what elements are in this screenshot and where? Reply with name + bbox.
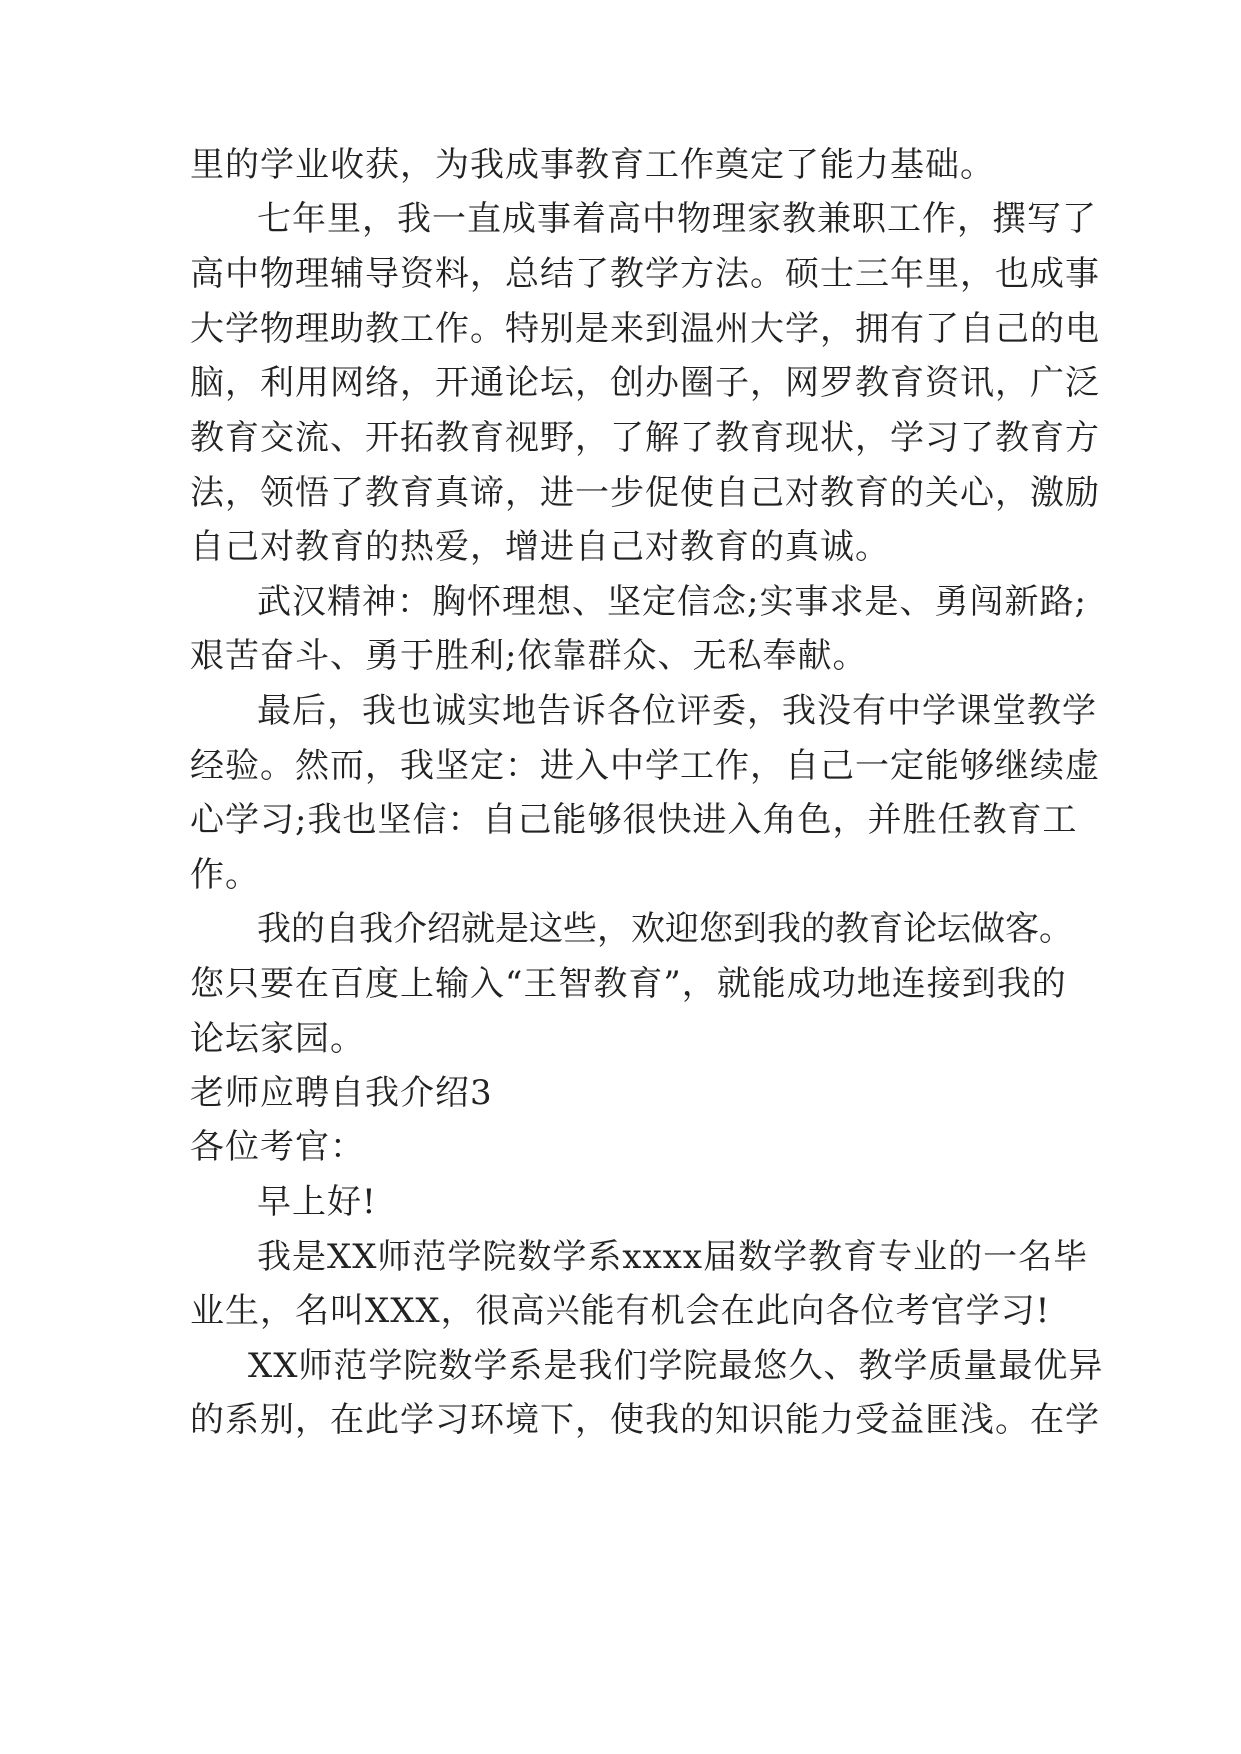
paragraph-line: 脑，利用网络，开通论坛，创办圈子，网罗教育资讯，广泛 bbox=[190, 363, 1100, 403]
paragraph-line: 您只要在百度上输入“王智教育”，就能成功地连接到我的 bbox=[190, 964, 1067, 1004]
paragraph-line: 教育交流、开拓教育视野，了解了教育现状，学习了教育方 bbox=[190, 418, 1100, 458]
paragraph-line: 最后，我也诚实地告诉各位评委，我没有中学课堂教学 bbox=[257, 691, 1097, 731]
paragraph-line: 大学物理助教工作。特别是来到温州大学，拥有了自己的电 bbox=[190, 309, 1100, 349]
paragraph-line: 业生，名叫XXX，很高兴能有机会在此向各位考官学习! bbox=[190, 1291, 1051, 1331]
paragraph-line: 论坛家园。 bbox=[190, 1019, 365, 1059]
paragraph-line: 我的自我介绍就是这些，欢迎您到我的教育论坛做客。 bbox=[257, 909, 1073, 949]
paragraph-line: 里的学业收获，为我成事教育工作奠定了能力基础。 bbox=[190, 145, 995, 185]
paragraph-line: 法，领悟了教育真谛，进一步促使自己对教育的关心，激励 bbox=[190, 473, 1100, 513]
greeting: 早上好! bbox=[257, 1182, 377, 1222]
paragraph-line: 作。 bbox=[190, 855, 260, 895]
paragraph-line: 武汉精神：胸怀理想、坚定信念;实事求是、勇闯新路; bbox=[257, 582, 1087, 622]
section-title: 老师应聘自我介绍3 bbox=[190, 1073, 493, 1113]
paragraph-line: 七年里，我一直成事着高中物理家教兼职工作，撰写了 bbox=[257, 199, 1097, 239]
paragraph-line: 自己对教育的热爱，增进自己对教育的真诚。 bbox=[190, 527, 890, 567]
salutation: 各位考官： bbox=[190, 1127, 365, 1167]
paragraph-line: 心学习;我也坚信：自己能够很快进入角色，并胜任教育工 bbox=[190, 800, 1078, 840]
paragraph-line: 高中物理辅导资料，总结了教学方法。硕士三年里，也成事 bbox=[190, 254, 1100, 294]
paragraph-line: 艰苦奋斗、勇于胜利;依靠群众、无私奉献。 bbox=[190, 636, 868, 676]
paragraph-line: 我是XX师范学院数学系xxxx届数学教育专业的一名毕 bbox=[257, 1237, 1089, 1277]
paragraph-line: 经验。然而，我坚定：进入中学工作，自己一定能够继续虚 bbox=[190, 746, 1100, 786]
paragraph-line: XX师范学院数学系是我们学院最悠久、教学质量最优异 bbox=[248, 1346, 1104, 1386]
paragraph-line: 的系别，在此学习环境下，使我的知识能力受益匪浅。在学 bbox=[190, 1400, 1100, 1440]
